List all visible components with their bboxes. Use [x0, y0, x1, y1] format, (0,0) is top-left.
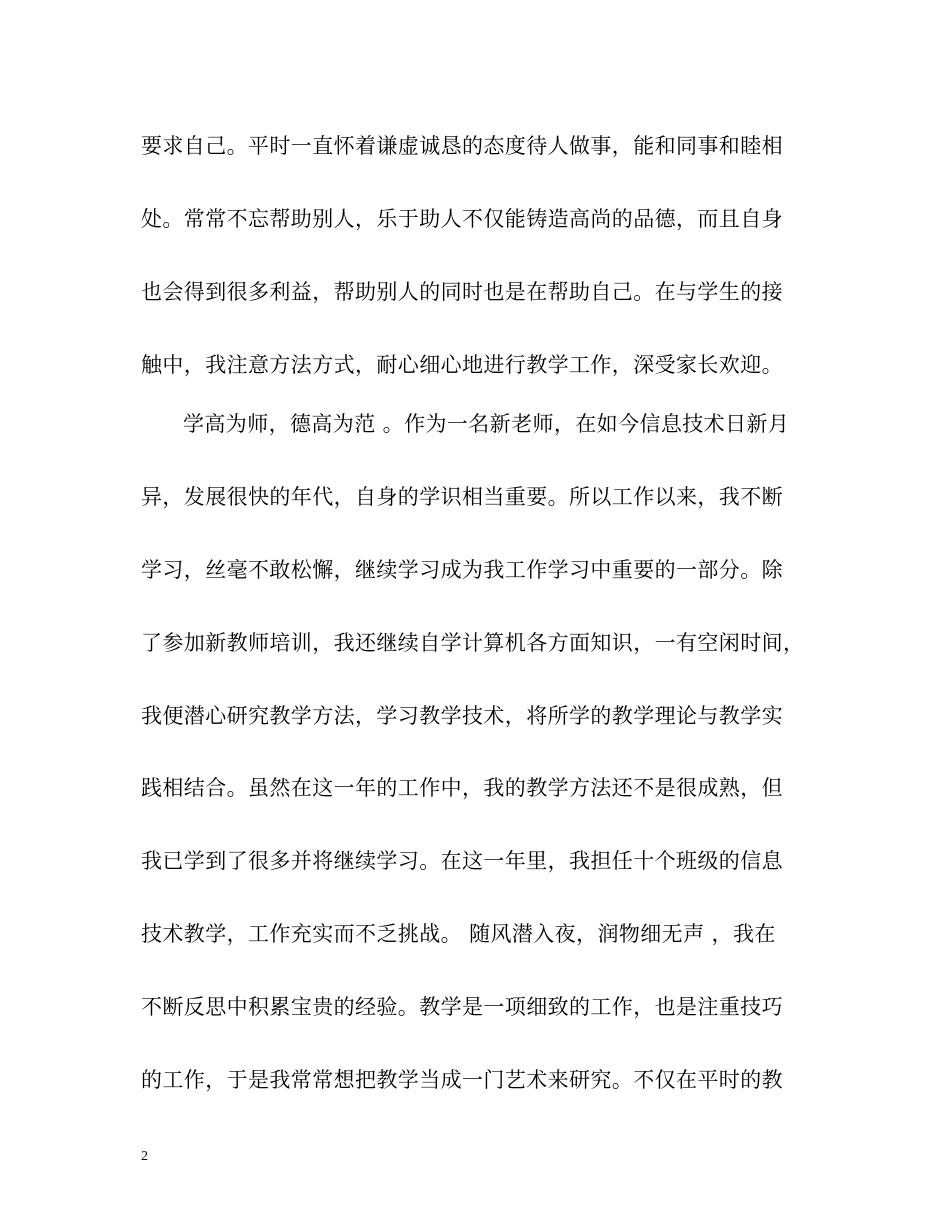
paragraph-line: 践相结合。虽然在这一年的工作中，我的教学方法还不是很成熟，但 — [141, 776, 783, 800]
page-number: 2 — [141, 1149, 148, 1164]
paragraph-line: 我便潜心研究教学方法，学习教学技术，将所学的教学理论与教学实 — [141, 704, 783, 728]
paragraph-line: 技术教学，工作充实而不乏挑战。 随风潜入夜，润物细无声 ，我在 — [141, 922, 776, 946]
paragraph-line: 触中，我注意方法方式，耐心细心地进行教学工作，深受家长欢迎。 — [141, 353, 783, 377]
paragraph-line: 不断反思中积累宝贵的经验。教学是一项细致的工作，也是注重技巧 — [141, 995, 783, 1019]
paragraph-line: 我已学到了很多并将继续学习。在这一年里，我担任十个班级的信息 — [141, 849, 783, 873]
paragraph-line: 的工作，于是我常常想把教学当成一门艺术来研究。不仅在平时的教 — [141, 1068, 783, 1092]
paragraph-line: 了参加新教师培训，我还继续自学计算机各方面知识，一有空闲时间， — [141, 631, 805, 655]
paragraph-line: 异，发展很快的年代，自身的学识相当重要。所以工作以来，我不断 — [141, 485, 783, 509]
paragraph-line: 学习，丝毫不敢松懈，继续学习成为我工作学习中重要的一部分。除 — [141, 558, 783, 582]
paragraph-line: 处。常常不忘帮助别人，乐于助人不仅能铸造高尚的品德，而且自身 — [141, 207, 783, 231]
paragraph-line: 学高为师，德高为范 。作为一名新老师，在如今信息技术日新月 — [183, 412, 790, 436]
paragraph-line: 也会得到很多利益，帮助别人的同时也是在帮助自己。在与学生的接 — [141, 280, 783, 304]
paragraph-line: 要求自己。平时一直怀着谦虚诚恳的态度待人做事，能和同事和睦相 — [141, 134, 783, 158]
